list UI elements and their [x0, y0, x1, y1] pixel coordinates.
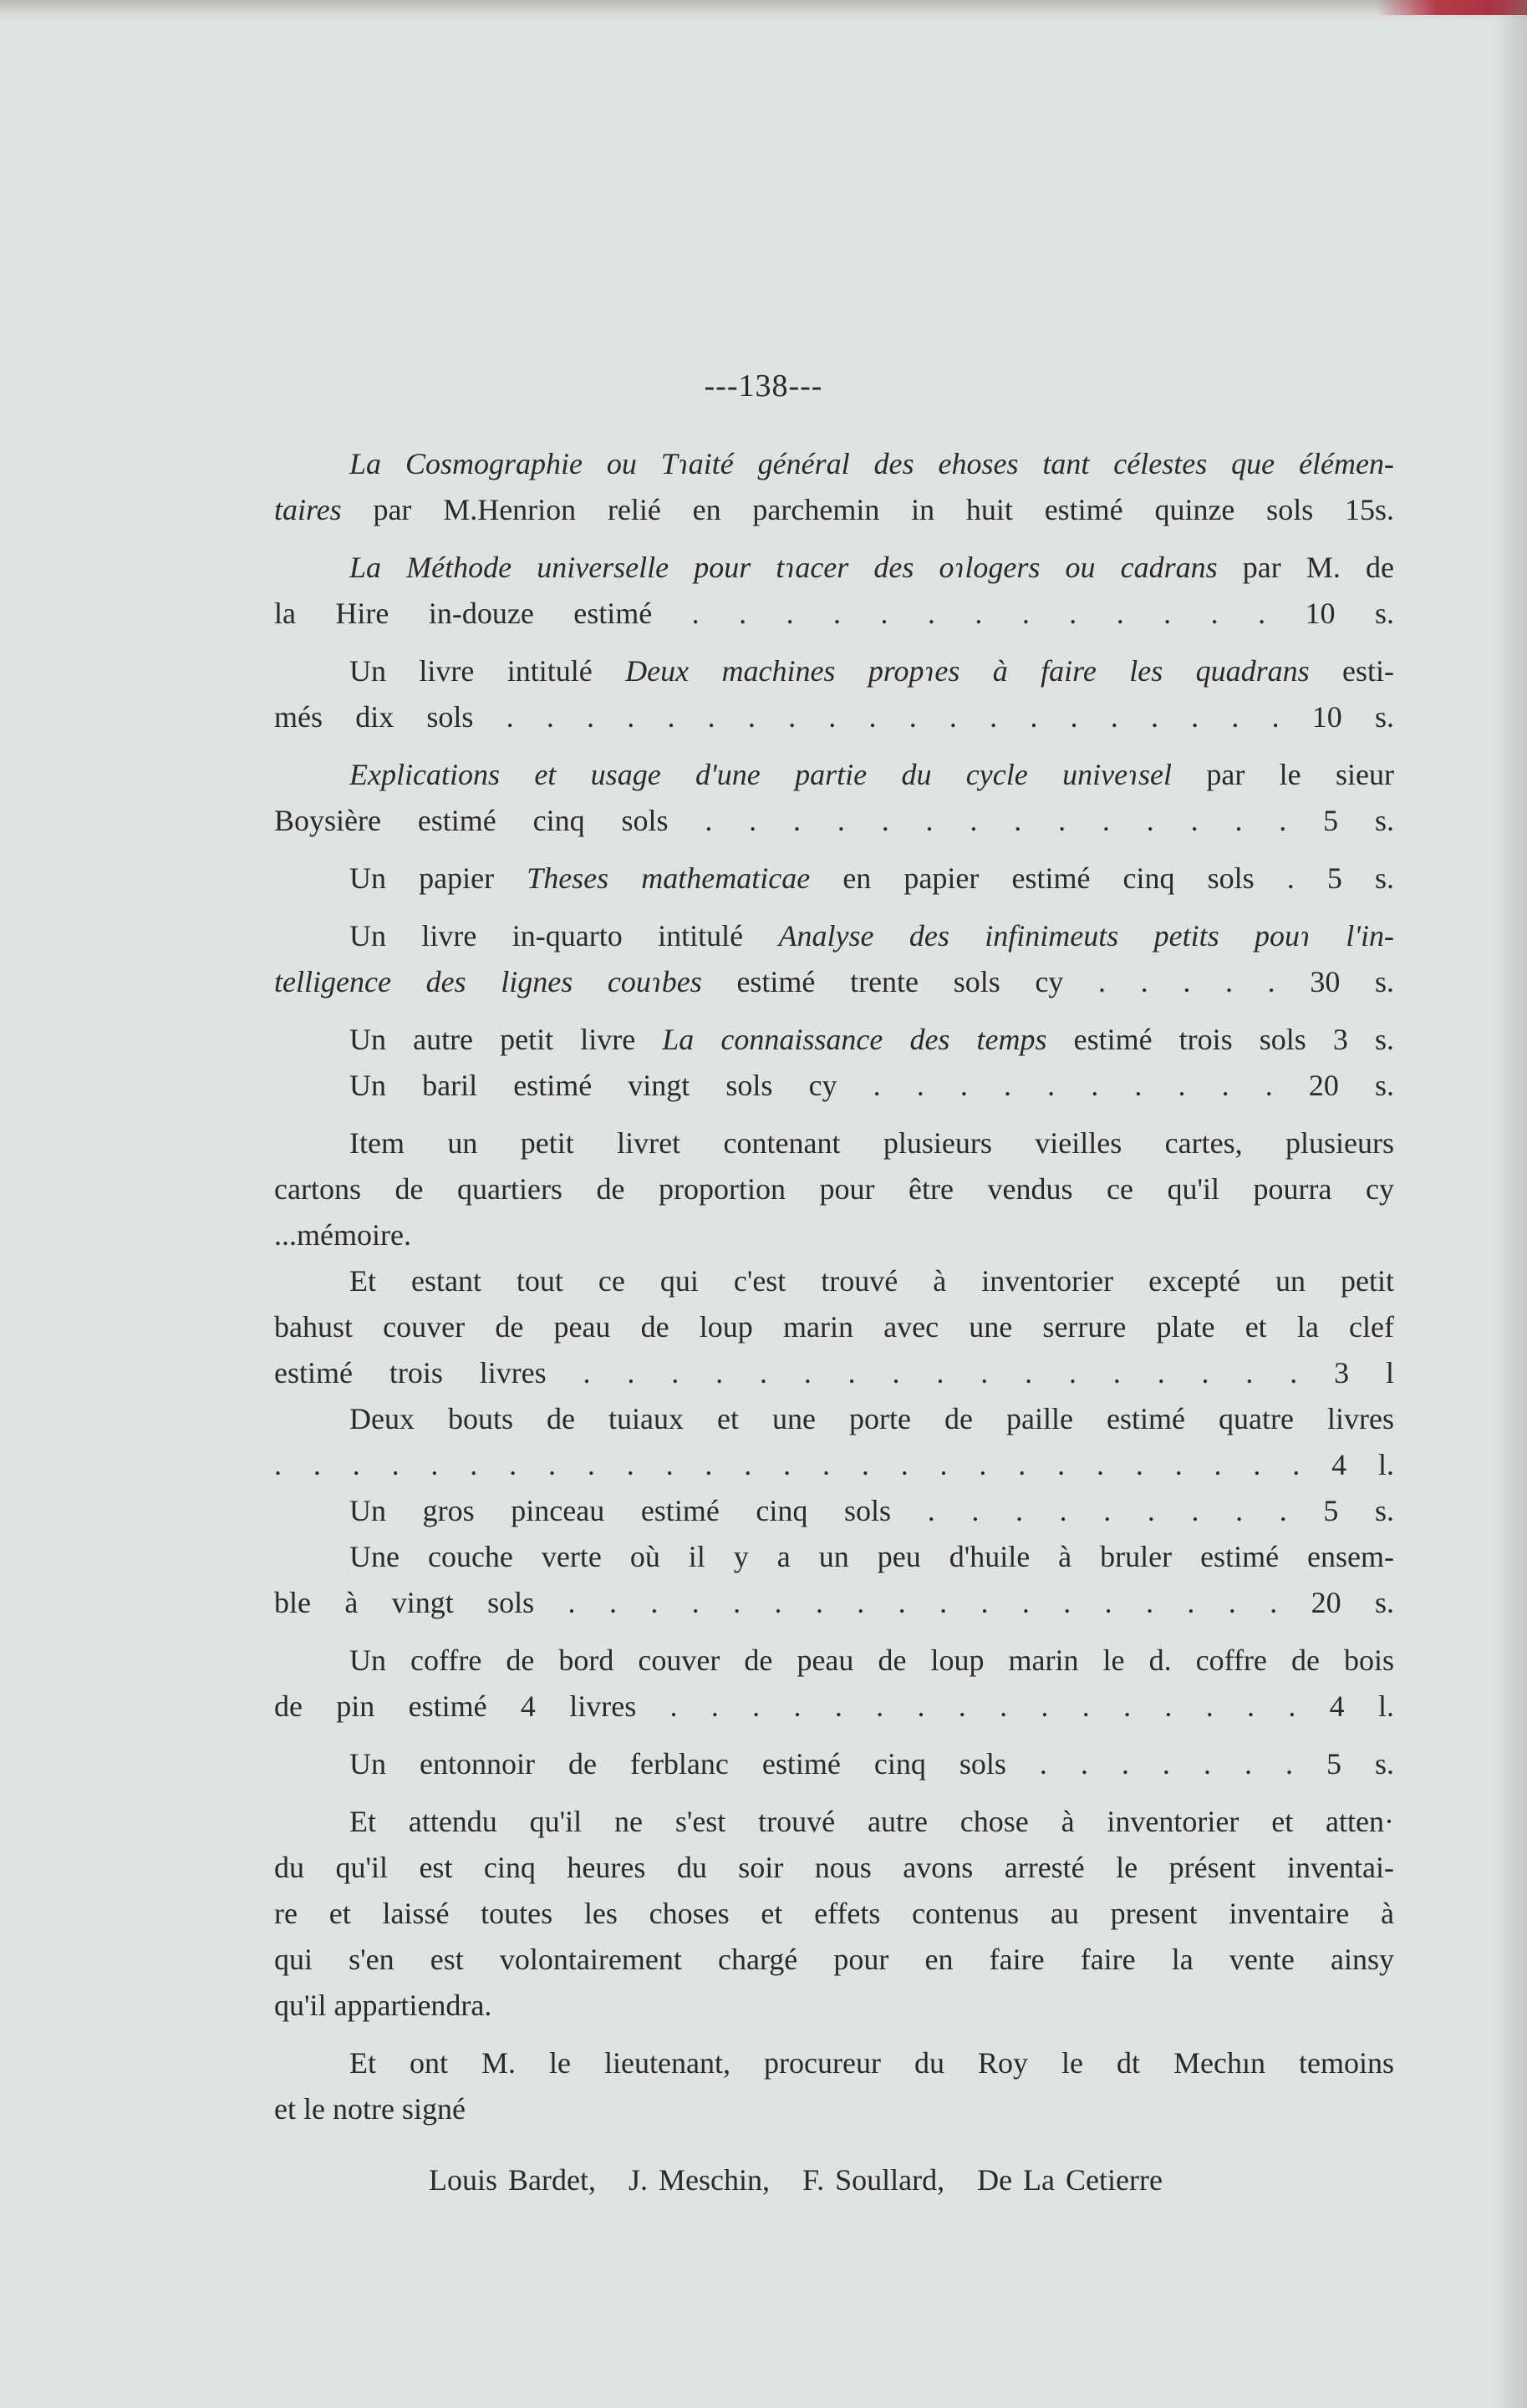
entry-9-line-2: cartons de quartiers de proportion pour être vendus ce qu'il pourra cy [274, 1172, 1394, 1206]
entry-3-line-1: Un livre intitulé Deux machines propɿes à faire les quadrans esti- [349, 654, 1394, 688]
entry-17-line-2: et le notre signé [274, 2092, 466, 2126]
entry-9-line-1: Item un petit livret contenant plusieurs vieilles cartes, plusieurs [349, 1126, 1394, 1160]
entry-11-line-2: . . . . . . . . . . . . . . . . . . . . . . . . . . . 4 l. [274, 1448, 1394, 1481]
entry-10-line-2: bahust couver de peau de loup marin avec une serrure plate et la clef [274, 1310, 1394, 1344]
entry-2-line-2: la Hire in-douze estimé . . . . . . . . . . . . . 10 s. [274, 597, 1394, 630]
entry-15-line-1: Un entonnoir de ferblanc estimé cinq sols . . . . . . . 5 s. [349, 1747, 1394, 1781]
entry-5-line-1: Un papier Theses mathematicae en papier estimé cinq sols . 5 s. [349, 861, 1394, 895]
entry-14-line-2: de pin estimé 4 livres . . . . . . . . . . . . . . . . 4 l. [274, 1689, 1394, 1723]
entry-16-line-4: qui s'en est volontairement chargé pour en faire faire la vente ainsy [274, 1943, 1394, 1976]
entry-2-line-1: La Méthode universelle pour tɿacer des oɿlogers ou cadrans par M. de [349, 551, 1394, 584]
entry-11-line-1: Deux bouts de tuiaux et une porte de paille estimé quatre livres [349, 1402, 1394, 1435]
entry-16-line-3: re et laissé toutes les choses et effets contenus au present inventaire à [274, 1897, 1394, 1930]
entry-16-line-2: du qu'il est cinq heures du soir nous avons arresté le présent inventai- [274, 1851, 1394, 1884]
page-top-edge [0, 0, 1527, 22]
entry-4-line-2: Boysière estimé cinq sols . . . . . . . . . . . . . . 5 s. [274, 804, 1394, 837]
entry-14-line-1: Un coffre de bord couver de peau de loup marin le d. coffre de bois [349, 1643, 1394, 1677]
signatures: Louis Bardet, J. Meschin, F. Soullard, De La Cetierre [429, 2163, 1163, 2197]
entry-13-line-1: Une couche verte où il y a un peu d'huile à bruler estimé ensem- [349, 1540, 1394, 1573]
entry-17-line-1: Et ont M. le lieutenant, procureur du Roy le dt Mechın temoins [349, 2046, 1394, 2080]
entry-3-line-2: més dix sols . . . . . . . . . . . . . . . . . . . . 10 s. [274, 700, 1394, 734]
entry-12-line-1: Un gros pinceau estimé cinq sols . . . . . . . . . 5 s. [349, 1494, 1394, 1527]
entry-10-line-3: estimé trois livres . . . . . . . . . . . . . . . . . 3 l [274, 1356, 1394, 1389]
page-right-edge [1494, 0, 1527, 2408]
entry-16-line-1: Et attendu qu'il ne s'est trouvé autre chose à inventorier et atten· [349, 1805, 1394, 1838]
entry-10-line-1: Et estant tout ce qui c'est trouvé à inventorier excepté un petit [349, 1264, 1394, 1298]
entry-1-line-1: La Cosmographie ou Tɿaité général des ehoses tant célestes que élémen- [349, 447, 1394, 480]
entry-16-line-5: qu'il appartiendra. [274, 1989, 492, 2022]
entry-8-line-1: Un baril estimé vingt sols cy . . . . . . . . . . 20 s. [349, 1069, 1394, 1102]
entry-7-line-1: Un autre petit livre La connaissance des temps estimé trois sols 3 s. [349, 1023, 1394, 1056]
entry-13-line-2: ble à vingt sols . . . . . . . . . . . . . . . . . . 20 s. [274, 1586, 1394, 1619]
entry-9-line-3: ...mémoire. [274, 1218, 411, 1252]
page-number: ---138--- [704, 368, 823, 404]
entry-4-line-1: Explications et usage d'une partie du cycle univeɿsel par le sieur [349, 758, 1394, 791]
entry-1-line-2: taires par M.Henrion relié en parchemin in huit estimé quinze sols 15s. [274, 493, 1394, 526]
entry-6-line-1: Un livre in-quarto intitulé Analyse des infinimeuts petits pouɿ l'in- [349, 919, 1394, 953]
document-body [274, 441, 1394, 2203]
entry-6-line-2: telligence des lignes couɿbes estimé trente sols cy . . . . . 30 s. [274, 965, 1394, 998]
